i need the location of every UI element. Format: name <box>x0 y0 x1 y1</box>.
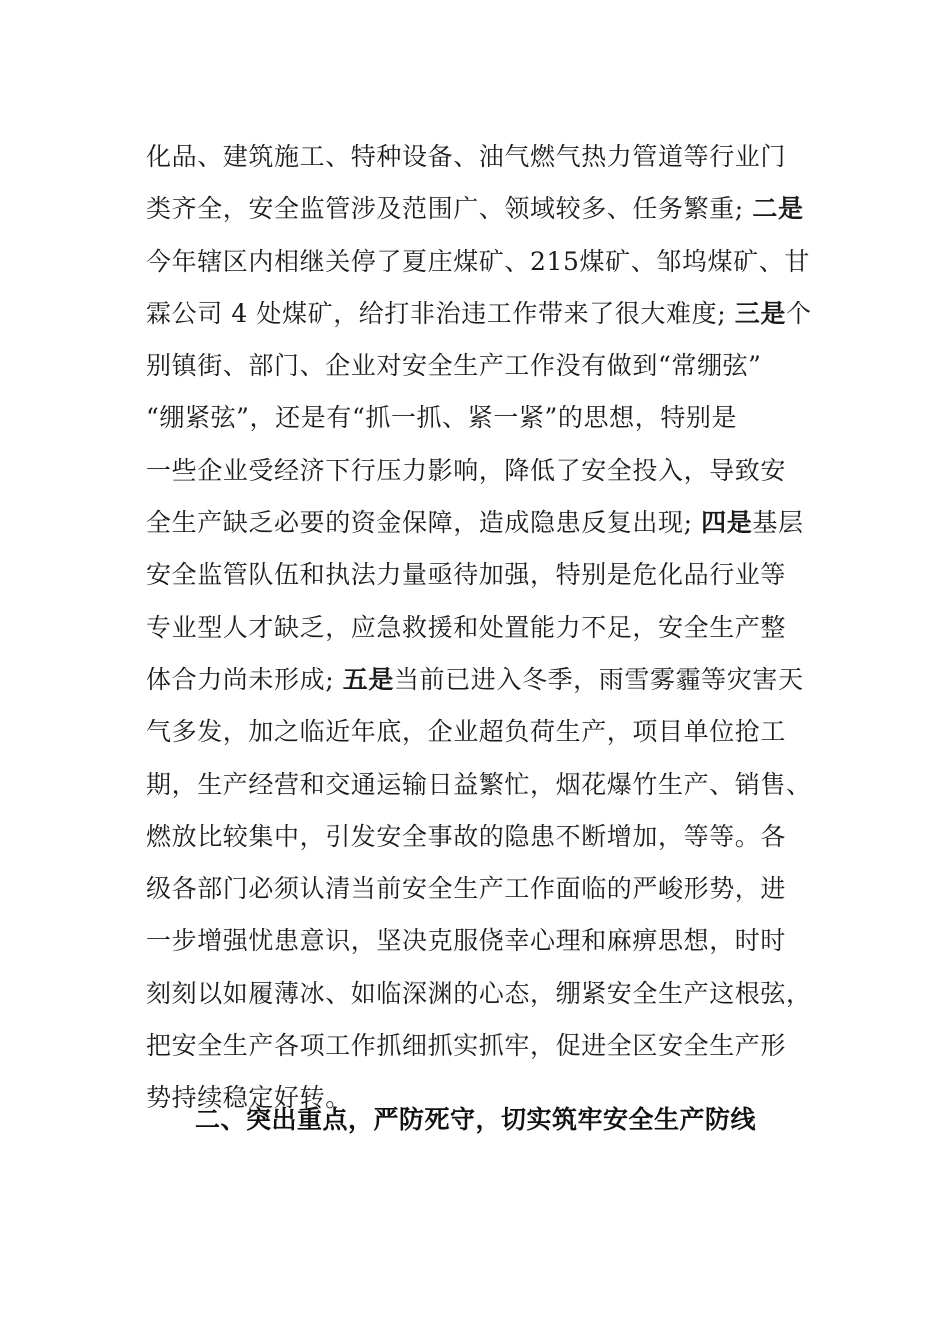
line-text: 专业型人才缺乏，应急救援和处置能力不足，安全生产整 <box>146 612 787 642</box>
line-text: 期，生产经营和交通运输日益繁忙，烟花爆竹生产、销售、 <box>146 769 812 799</box>
text-line <box>146 236 810 288</box>
line-text: 级各部门必须认清当前安全生产工作面临的严峻形势，进 <box>146 874 787 904</box>
line-text: 今年辖区内相继关停了夏庄煤矿、215煤矿、邹坞煤矿、甘 <box>146 246 810 276</box>
line-text: 全生产缺乏必要的资金保障，造成隐患反复出现; <box>146 508 702 538</box>
line-text: 当前已进入冬季，雨雪雾霾等灾害天 <box>393 664 804 694</box>
text-line <box>146 759 812 811</box>
line-text: 势持续稳定好转。 <box>146 1083 351 1113</box>
emphasis-text: 二是 <box>752 194 804 224</box>
text-line <box>146 183 806 235</box>
body-paragraph <box>146 131 812 1125</box>
text-line <box>146 340 806 392</box>
line-text: 刻刻以如履薄冰、如临深渊的心态，绷紧安全生产这根弦， <box>146 978 812 1008</box>
line-text: 别镇街、部门、企业对安全生产工作没有做到“常绷弦” <box>146 351 762 381</box>
line-text: 个 <box>785 298 812 328</box>
text-line <box>146 288 812 340</box>
emphasis-text: 三是 <box>734 298 786 328</box>
text-line <box>146 706 806 758</box>
line-text: 类齐全，安全监管涉及范围广、领域较多、任务繁重; <box>146 194 753 224</box>
line-text: 一步增强忧患意识，坚决克服侥幸心理和麻痹思想，时时 <box>146 926 787 956</box>
line-text: “绷紧弦”，还是有“抓一抓、紧一紧”的思想，特别是 <box>146 403 738 433</box>
section-heading: 二、突出重点，严防死守，切实筑牢安全生产防线 <box>195 1105 757 1134</box>
text-line <box>146 915 806 967</box>
text-line <box>146 497 806 549</box>
text-line <box>146 549 806 601</box>
line-text: 安全监管队伍和执法力量亟待加强，特别是危化品行业等 <box>146 560 787 590</box>
line-text: 体合力尚未形成; <box>146 664 343 694</box>
text-line <box>146 131 806 183</box>
text-line <box>146 445 806 497</box>
text-line <box>146 1020 806 1072</box>
emphasis-text: 四是 <box>701 508 753 538</box>
text-line <box>146 654 806 706</box>
line-text: 一些企业受经济下行压力影响，降低了安全投入，导致安 <box>146 455 787 485</box>
text-line <box>146 392 806 444</box>
line-text: 燃放比较集中，引发安全事故的隐患不断增加，等等。各 <box>146 821 787 851</box>
text-line <box>146 602 806 654</box>
line-text: 把安全生产各项工作抓细抓实抓牢，促进全区安全生产形 <box>146 1031 787 1061</box>
emphasis-text: 五是 <box>342 664 394 694</box>
line-text: 基层 <box>752 508 804 538</box>
text-line <box>146 811 806 863</box>
text-line <box>146 968 812 1020</box>
line-text: 气多发，加之临近年底，企业超负荷生产，项目单位抢工 <box>146 717 787 747</box>
line-text: 霖公司 4 处煤矿，给打非治违工作带来了很大难度; <box>146 298 735 328</box>
line-text: 化品、建筑施工、特种设备、油气燃气热力管道等行业门 <box>146 142 787 171</box>
text-line <box>146 863 806 915</box>
